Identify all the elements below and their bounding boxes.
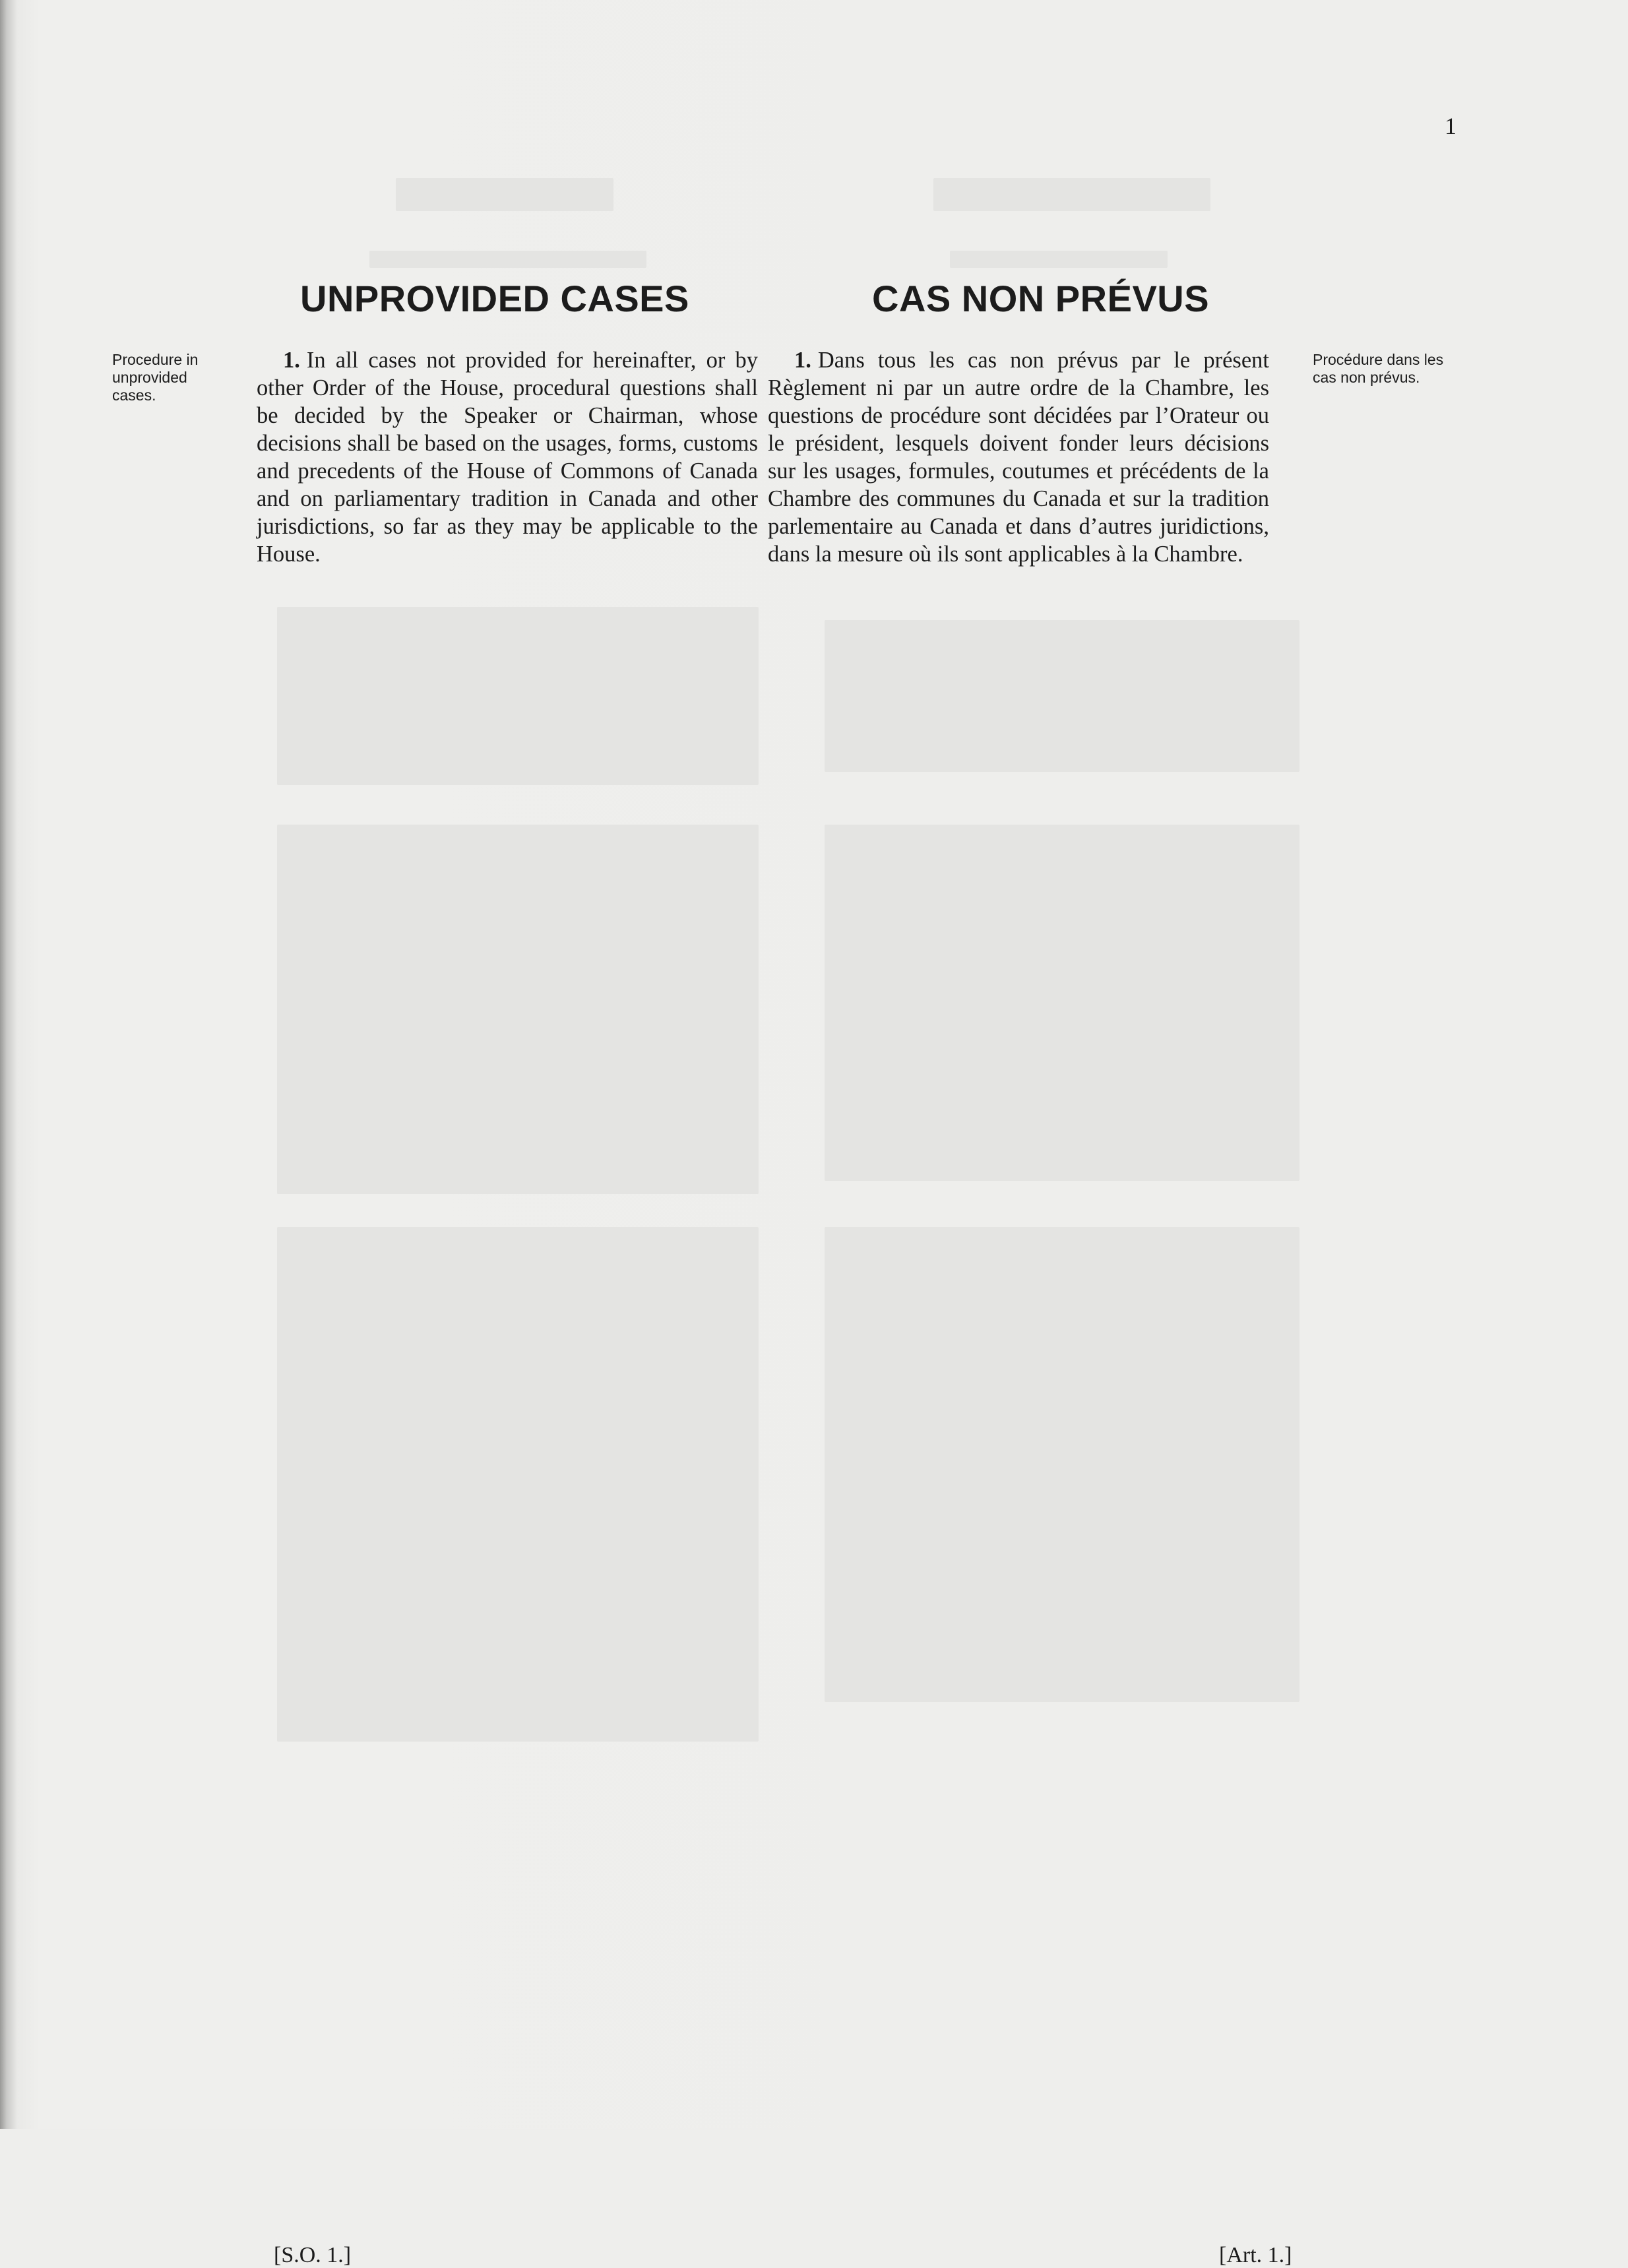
bleed-through-mark [277,607,759,785]
english-standing-order-reference: [S.O. 1.] [274,2243,352,2267]
bleed-through-mark [277,1227,759,1742]
french-article-number: 1. [794,348,811,373]
french-heading: CAS NON PRÉVUS [872,278,1210,319]
bleed-through-mark [950,251,1168,268]
english-margin-note: Procedure in unprovided cases. [112,351,199,404]
french-margin-note: Procédure dans les cas non prévus. [1313,351,1444,386]
bleed-through-mark [933,178,1210,211]
english-article-text: In all cases not provided for hereinafter, or by other Order of the House, procedural questions shall be decided by the Speaker or Chairman, whose decisions shall be based on the usages, forms, customs and precedents of the House of Commons of Canada and on parliamentary tradition in Canada and other jurisdictions, so far as they may be applicable to the House. [257,348,758,567]
bleed-through-mark [825,620,1299,772]
english-heading: UNPROVIDED CASES [300,278,689,319]
bleed-through-mark [396,178,613,211]
page-number: 1 [1445,113,1456,139]
english-article [257,346,758,568]
english-article-number: 1. [283,348,300,373]
bleed-through-mark [277,825,759,1194]
bleed-through-mark [825,1227,1299,1702]
french-article-text: Dans tous les cas non prévus par le présent Règlement ni par un autre ordre de la Chambre, les questions de procédure sont décidées par l’Orateur ou le président, lesquels doivent fonder leurs décisions sur les usages, formules, coutumes et précédents de la Chambre des communes du Canada et sur la tradition parlementaire au Canada et dans d’autres juridictions, dans la mesure où ils sont applicables à la Chambre. [768,348,1269,567]
bleed-through-mark [825,825,1299,1181]
bleed-through-mark [369,251,646,268]
french-article [768,346,1269,568]
french-article-reference: [Art. 1.] [1219,2243,1292,2267]
